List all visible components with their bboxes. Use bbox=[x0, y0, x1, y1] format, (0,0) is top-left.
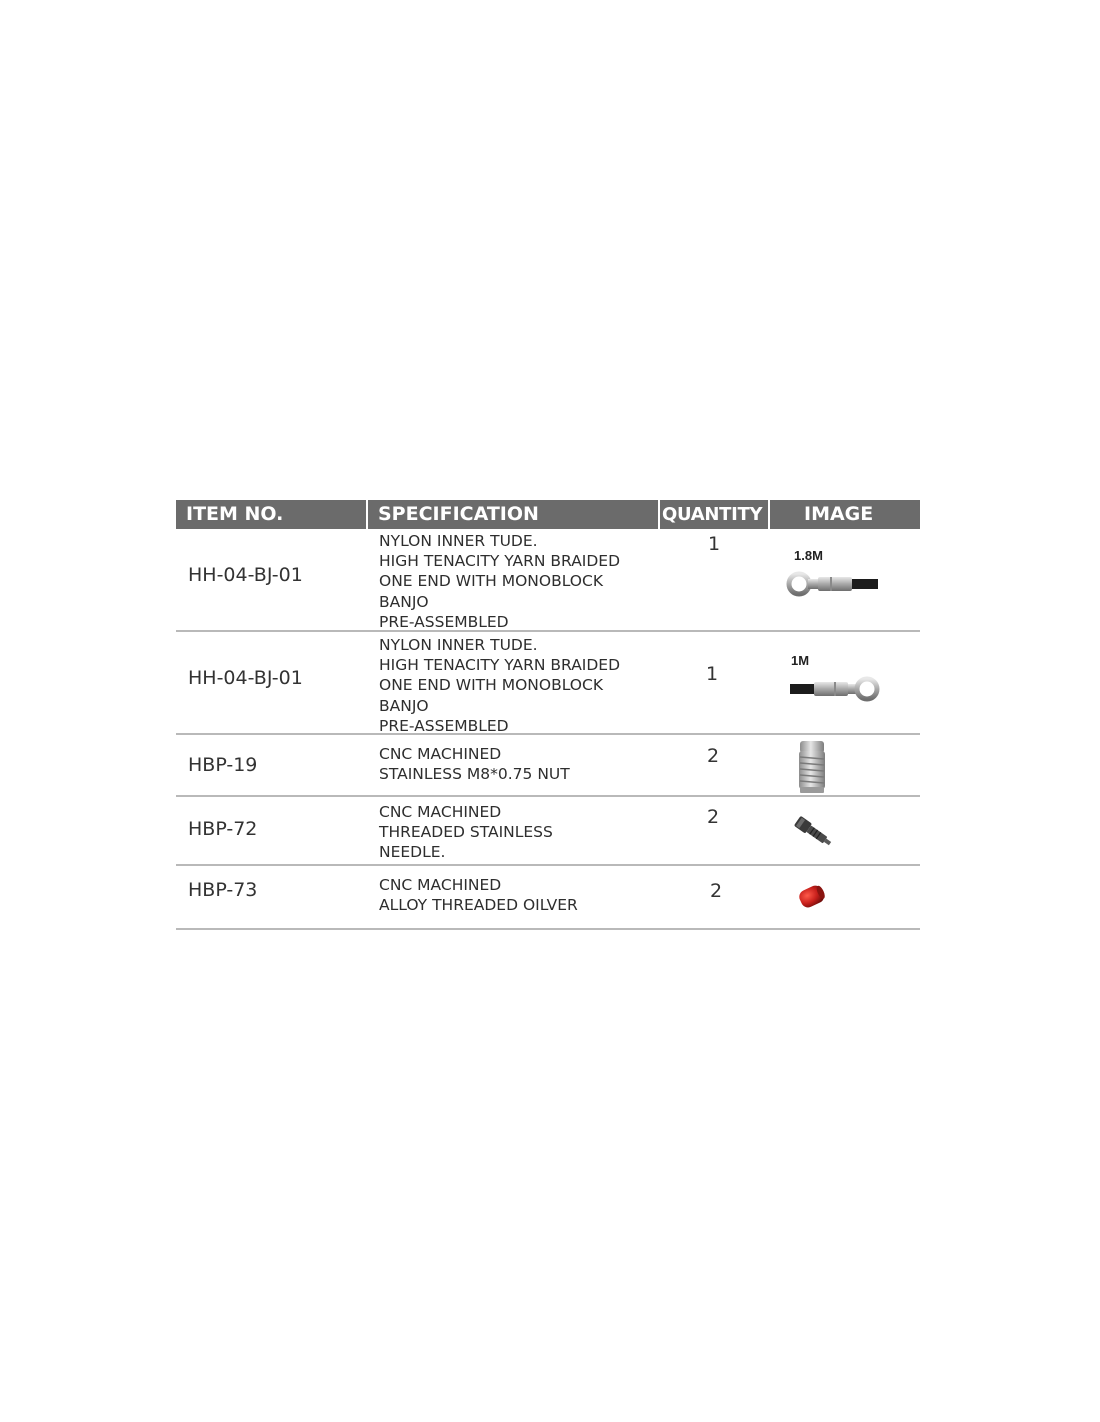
item-number: HBP-72 bbox=[188, 818, 258, 840]
table-header bbox=[176, 500, 920, 529]
threaded-needle-icon bbox=[792, 815, 836, 849]
hose-length-label: 1M bbox=[791, 653, 810, 668]
item-number: HH-04-BJ-01 bbox=[188, 564, 303, 586]
item-number: HBP-19 bbox=[188, 754, 258, 776]
threaded-nut-icon bbox=[794, 739, 830, 795]
specification-text: NYLON INNER TUDE. HIGH TENACITY YARN BRAIDED ONE END WITH MONOBLOCK BANJO PRE-ASSEMBLED bbox=[379, 532, 621, 631]
quantity-value: 1 bbox=[706, 663, 719, 685]
parts-table bbox=[176, 500, 920, 930]
banjo-hose-icon bbox=[788, 674, 888, 704]
item-number: HBP-73 bbox=[188, 879, 258, 901]
quantity-value: 1 bbox=[708, 533, 721, 555]
banjo-hose-icon bbox=[786, 569, 886, 599]
table-row bbox=[176, 735, 920, 797]
specification-text: CNC MACHINED THREADED STAINLESS NEEDLE. bbox=[379, 803, 553, 862]
table-row bbox=[176, 529, 920, 632]
specification-text: CNC MACHINED ALLOY THREADED OILVER bbox=[379, 876, 578, 915]
red-olive-icon bbox=[796, 880, 830, 914]
specification-text: NYLON INNER TUDE. HIGH TENACITY YARN BRAIDED ONE END WITH MONOBLOCK BANJO PRE-ASSEMBLED bbox=[379, 636, 621, 735]
quantity-value: 2 bbox=[707, 745, 720, 767]
table-row bbox=[176, 632, 920, 735]
table-row bbox=[176, 866, 920, 930]
header-specification: SPECIFICATION bbox=[368, 500, 660, 529]
table-row bbox=[176, 797, 920, 866]
hose-length-label: 1.8M bbox=[794, 548, 823, 563]
quantity-value: 2 bbox=[707, 806, 720, 828]
item-number: HH-04-BJ-01 bbox=[188, 667, 303, 689]
header-image: IMAGE bbox=[804, 503, 874, 525]
header-item-no: ITEM NO. bbox=[176, 500, 368, 529]
quantity-value: 2 bbox=[710, 880, 723, 902]
header-quantity: QUANTITY bbox=[660, 500, 770, 529]
specification-text: CNC MACHINED STAINLESS M8*0.75 NUT bbox=[379, 745, 570, 784]
